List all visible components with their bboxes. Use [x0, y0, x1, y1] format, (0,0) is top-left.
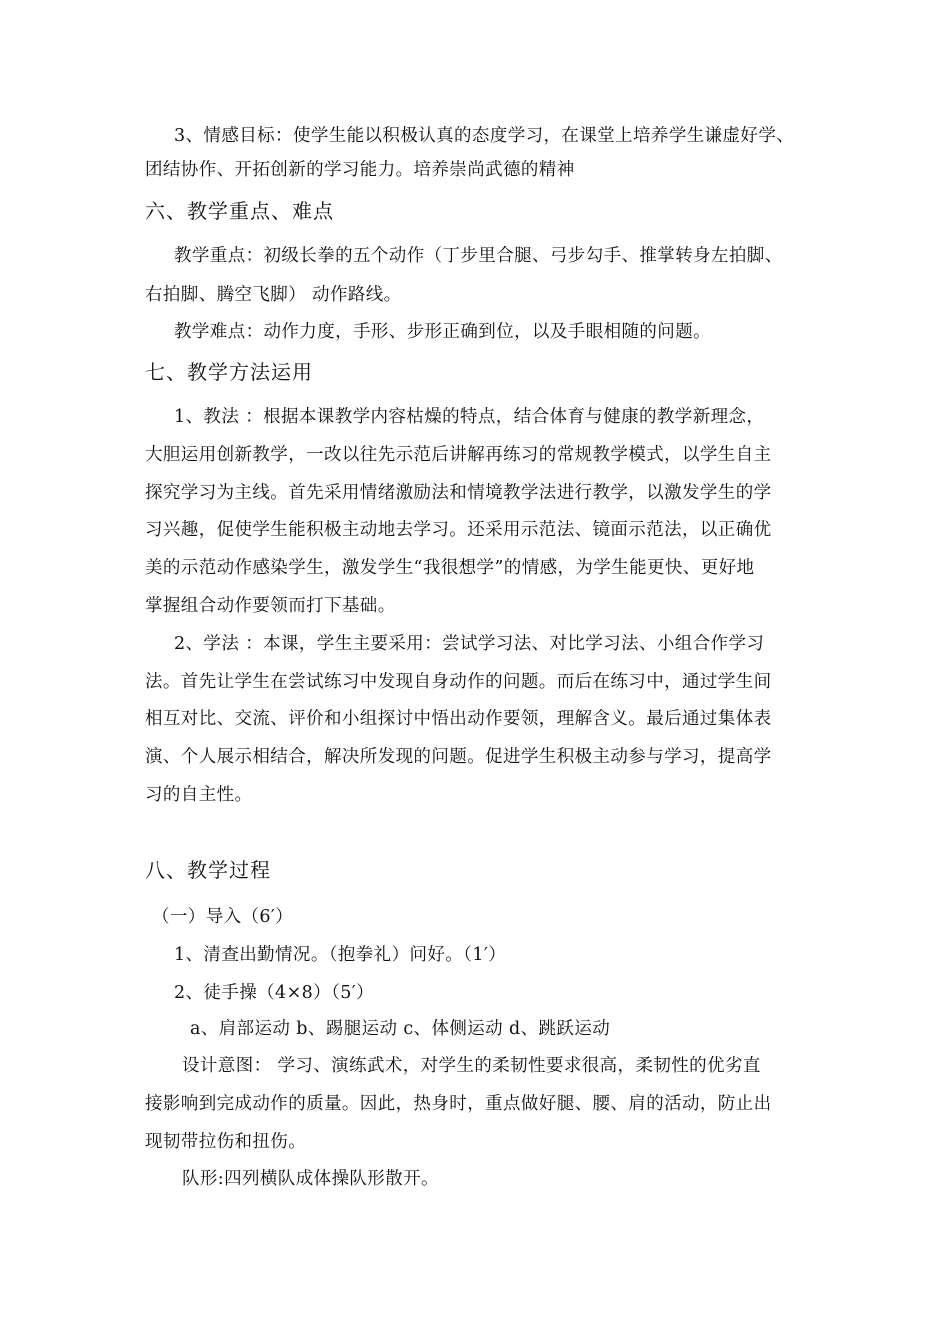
key-points-line-1: 教学重点：初级长拳的五个动作（丁步里合腿、弓步勾手、推掌转身左拍脚、 — [174, 246, 783, 266]
goal3-line-1: 3、情感目标：使学生能以积极认真的态度学习，在课堂上培养学生谦虚好学、 — [174, 126, 795, 146]
teaching-method-line-2: 大胆运用创新教学，一改以往先示范后讲解再练习的常规教学模式，以学生自主 — [145, 445, 772, 465]
teaching-method-line-3: 探究学习为主线。首先采用情绪激励法和情境教学法进行教学，以激发学生的学 — [145, 483, 772, 503]
teaching-method-line-5: 美的示范动作感染学生，激发学生“我很想学”的情感，为学生能更快、更好地 — [145, 558, 755, 578]
teaching-method-line-4: 习兴趣，促使学生能积极主动地去学习。还采用示范法、镜面示范法，以正确优 — [145, 520, 772, 540]
teaching-method-line-1: 1、教法 ：根据本课教学内容枯燥的特点，结合体育与健康的教学新理念， — [174, 407, 765, 427]
learning-method-line-4: 演、个人展示相结合，解决所发现的问题。促进学生积极主动参与学习，提高学 — [145, 747, 772, 767]
section6-heading: 六、教学重点、难点 — [145, 199, 334, 223]
exercises-line: a、肩部运动 b、踢腿运动 c、体侧运动 d、跳跃运动 — [190, 1019, 611, 1039]
difficulties-line: 教学难点：动作力度，手形、步形正确到位，以及手眼相随的问题。 — [174, 322, 711, 342]
formation-line: 队形:四列横队成体操队形散开。 — [182, 1169, 439, 1189]
learning-method-line-5: 习的自主性。 — [145, 785, 253, 805]
section8-heading: 八、教学过程 — [145, 858, 271, 882]
learning-method-line-2: 法。首先让学生在尝试练习中发现自身动作的问题。而后在练习中，通过学生间 — [145, 672, 772, 692]
learning-method-line-3: 相互对比、交流、评价和小组探讨中悟出动作要领，理解含义。最后通过集体表 — [145, 709, 772, 729]
design-intent-line-3: 现韧带拉伤和扭伤。 — [145, 1132, 307, 1152]
goal3-line-2: 团结协作、开拓创新的学习能力。培养崇尚武德的精神 — [145, 160, 575, 180]
intro-line: （一）导入（6′） — [152, 907, 294, 927]
step1-line: 1、清查出勤情况。（抱拳礼）问好。（1′） — [174, 945, 507, 965]
section7-heading: 七、教学方法运用 — [145, 360, 313, 384]
design-intent-line-1: 设计意图： 学习、演练武术，对学生的柔韧性要求很高，柔韧性的优劣直 — [182, 1056, 761, 1076]
design-intent-line-2: 接影响到完成动作的质量。因此，热身时，重点做好腿、腰、肩的活动，防止出 — [145, 1094, 772, 1114]
step2-line: 2、徒手操（4×8）（5′） — [174, 983, 375, 1003]
teaching-method-line-6: 掌握组合动作要领而打下基础。 — [145, 596, 396, 616]
key-points-line-2: 右拍脚、腾空飞脚） 动作路线。 — [145, 285, 402, 305]
learning-method-line-1: 2、学法 ：本课，学生主要采用：尝试学习法、对比学习法、小组合作学习 — [174, 634, 765, 654]
